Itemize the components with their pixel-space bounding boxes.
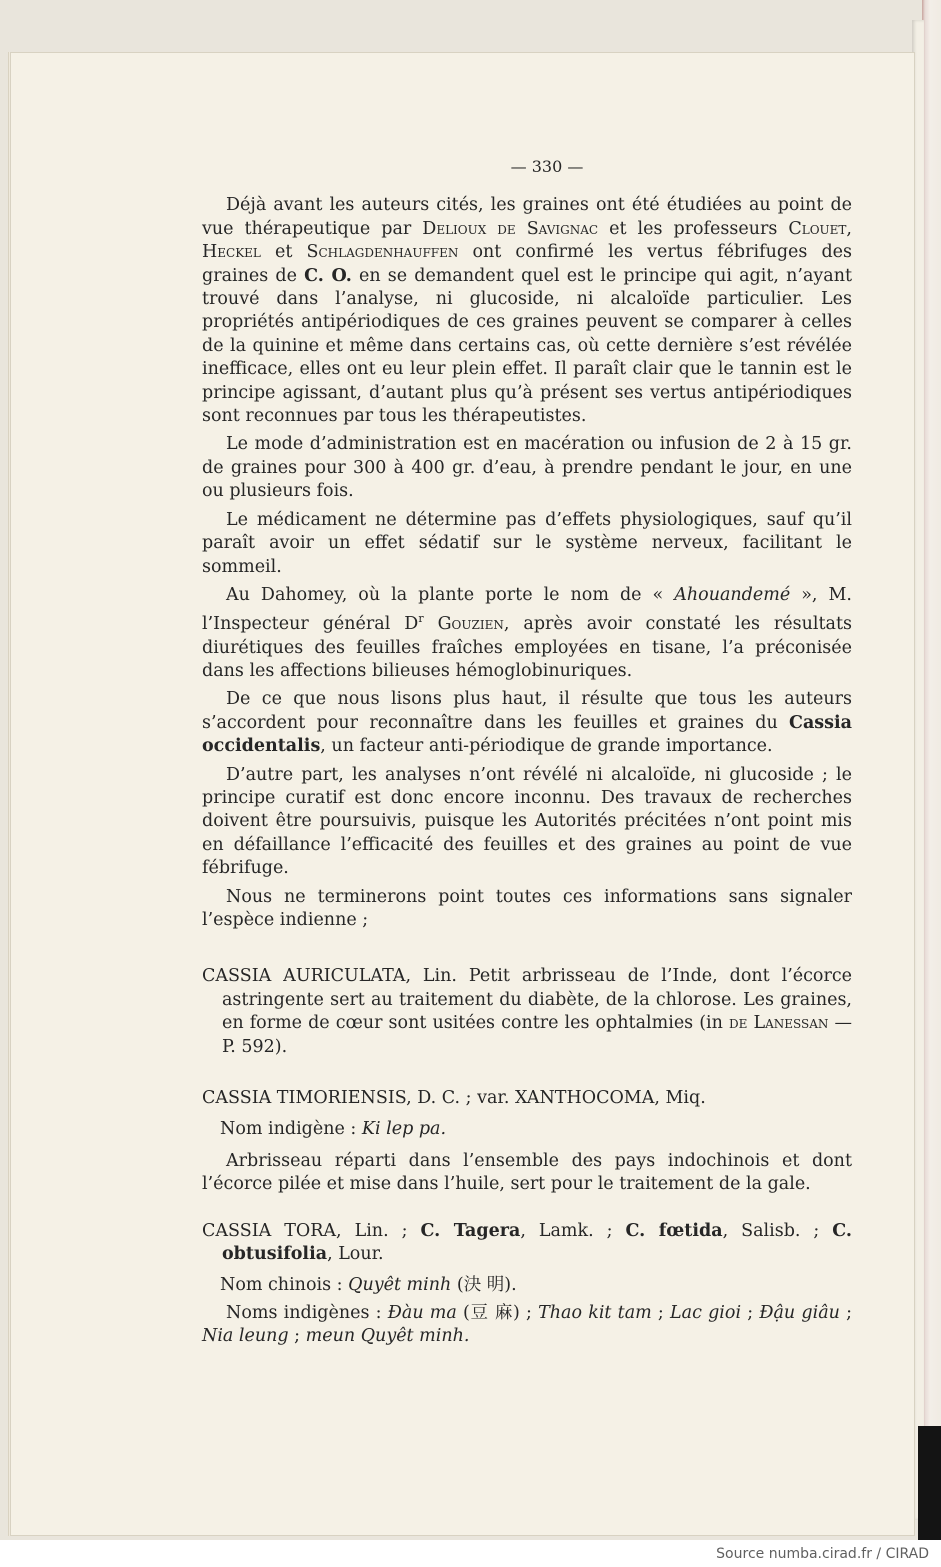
paragraph: Le mode d’administration est en macération ou infusion de 2 à 15 gr. de graines pour 300 à 400 gr. d’eau, à prendre pendant le jour, en une ou plusieurs fois. <box>202 434 852 502</box>
native-name: Thao kit tam <box>538 1302 652 1323</box>
text-run: ; <box>839 1302 853 1323</box>
author-name: Clouet <box>788 218 847 239</box>
native-name: Nia leung <box>202 1326 289 1347</box>
text-run: ont confirmé les vertus fébrifuges des graines de <box>202 242 853 286</box>
chinese-name: Quyêt minh <box>348 1275 452 1296</box>
species-name: C. Tagera <box>420 1220 521 1241</box>
paragraph <box>202 688 852 758</box>
label: Noms indigènes : <box>226 1302 388 1323</box>
spacer <box>202 1202 852 1220</box>
text-run: en se demandent quel est le principe qui agit, n’ayant trouvé dans l’analyse, ni glucoside, ni alcaloïde particulier. Les propriétés antipériodiques de ces graines peuvent se comparer à celles de la quinine et même dans certains cas, où cette dernière s’est révélée inefficace, elles ont eu leur plein effet. Il paraît clair que le tannin est le principe agissant, d’autant plus qu’à présent ses vertus antipériodiques sont reconnues par tous les thérapeutistes. <box>202 265 853 427</box>
plant-local-name: Ahouandemé <box>674 584 791 605</box>
separator <box>202 937 852 965</box>
spacer <box>202 1059 852 1087</box>
entry-heading-cassia-timoriensis: CASSIA TIMORIENSIS, D. C. ; var. XANTHOCOMA, Miq. <box>202 1088 706 1109</box>
text-run: Au Dahomey, où la plante porte le nom de « <box>226 584 675 605</box>
text-run: , Lour. <box>327 1244 384 1265</box>
author-name: Heckel <box>202 242 261 263</box>
page-number: — 330 — <box>510 157 584 176</box>
species-name: C. obtusifolia <box>222 1220 853 1265</box>
paragraph: Nous ne terminerons point toutes ces informations sans signaler l’espèce indienne ; <box>202 886 852 931</box>
author-name: Gouzien <box>437 614 504 635</box>
text-run: », M. l’Inspecteur général D <box>202 584 852 635</box>
entry-cassia-auriculata <box>202 965 852 1059</box>
text-run: De ce que nous lisons plus haut, il résulte que tous les auteurs s’accordent pour reconnaître dans les feuilles et graines du <box>202 689 852 733</box>
author-name: Delioux de Savignac <box>422 218 599 239</box>
species-name: Cassia occidentalis <box>202 712 852 757</box>
text-run: — P. 592). <box>222 1013 852 1057</box>
text-run: ; <box>741 1302 760 1323</box>
text-run: , un facteur anti-périodique de grande importance. <box>320 736 773 757</box>
text-run: CASSIA AURICULATA, Lin. Petit arbrisseau de l’Inde, dont l’écorce astringente sert au traitement du diabète, de la chlorose. Les graines, en forme de cœur sont usitées contre les ophtalmies (in <box>202 966 852 1034</box>
paragraph: D’autre part, les analyses n’ont révélé ni alcaloïde, ni glucoside ; le principe curatif est donc encore inconnu. Des travaux de recherches doivent être poursuivis, puisque les Autorités précitées n’ont point mis en défaillance l’efficacité des feuilles et des graines au point de vue fébrifuge. <box>202 764 852 879</box>
author-name: de Lanessan <box>729 1013 829 1034</box>
entry-description: Arbrisseau réparti dans l’ensemble des pays indochinois et dont l’écorce pilée et mise dans l’huile, sert pour le traitement de la gale. <box>202 1150 852 1195</box>
text-run: , Lamk. ; <box>520 1220 626 1241</box>
text-run: , après avoir constaté les résultats diurétiques des feuilles fraîches employées en tisane, l’a préconisée dans les affections bilieuses hémoglobinuriques. <box>202 614 852 681</box>
text-run: (豆 麻) ; <box>456 1302 539 1323</box>
text-run: ; <box>288 1326 306 1347</box>
label: Nom indigène : <box>220 1119 362 1140</box>
chinese-name-line <box>220 1274 852 1297</box>
text-run: et <box>260 242 307 263</box>
species-abbrev: C. O. <box>304 265 352 286</box>
text-run: et les professeurs <box>598 218 789 239</box>
entry-heading-cassia-tora <box>202 1220 852 1267</box>
native-name-line <box>220 1118 852 1141</box>
native-names-line <box>202 1302 852 1349</box>
bookmark-ribbon <box>918 1426 941 1540</box>
source-credit: Source numba.cirad.fr / CIRAD <box>716 1546 929 1562</box>
paragraph <box>202 584 852 683</box>
text-run <box>424 614 438 634</box>
text-run: , <box>846 218 852 239</box>
superscript: r <box>418 612 424 626</box>
label: Nom chinois : <box>220 1275 349 1296</box>
author-name: Schlagdenhauffen <box>306 242 459 263</box>
native-name: meun Quyêt minh. <box>305 1326 470 1347</box>
paragraph: Le médicament ne détermine pas d’effets physiologiques, sauf qu’il paraît avoir un effet sédatif sur le système nerveux, facilitant le sommeil. <box>202 509 852 577</box>
text-run: Déjà avant les auteurs cités, les graines ont été étudiées au point de vue thérapeutique par <box>202 195 852 239</box>
species-name: C. fœtida <box>625 1220 723 1241</box>
native-name: Ðậu giâu <box>759 1302 840 1323</box>
native-name: Ki lep pa. <box>361 1119 447 1140</box>
text-run: , Salisb. ; <box>722 1220 833 1241</box>
book-cover-edge <box>922 0 941 1430</box>
native-name: Ðàu ma <box>387 1302 457 1323</box>
text-run: CASSIA TORA, Lin. ; <box>202 1220 421 1241</box>
chinese-characters: (決 明). <box>456 1275 517 1296</box>
text-run: ; <box>651 1302 671 1323</box>
native-name: Lac gioi <box>670 1302 742 1323</box>
paragraph <box>202 194 852 428</box>
page-text <box>202 155 852 1354</box>
